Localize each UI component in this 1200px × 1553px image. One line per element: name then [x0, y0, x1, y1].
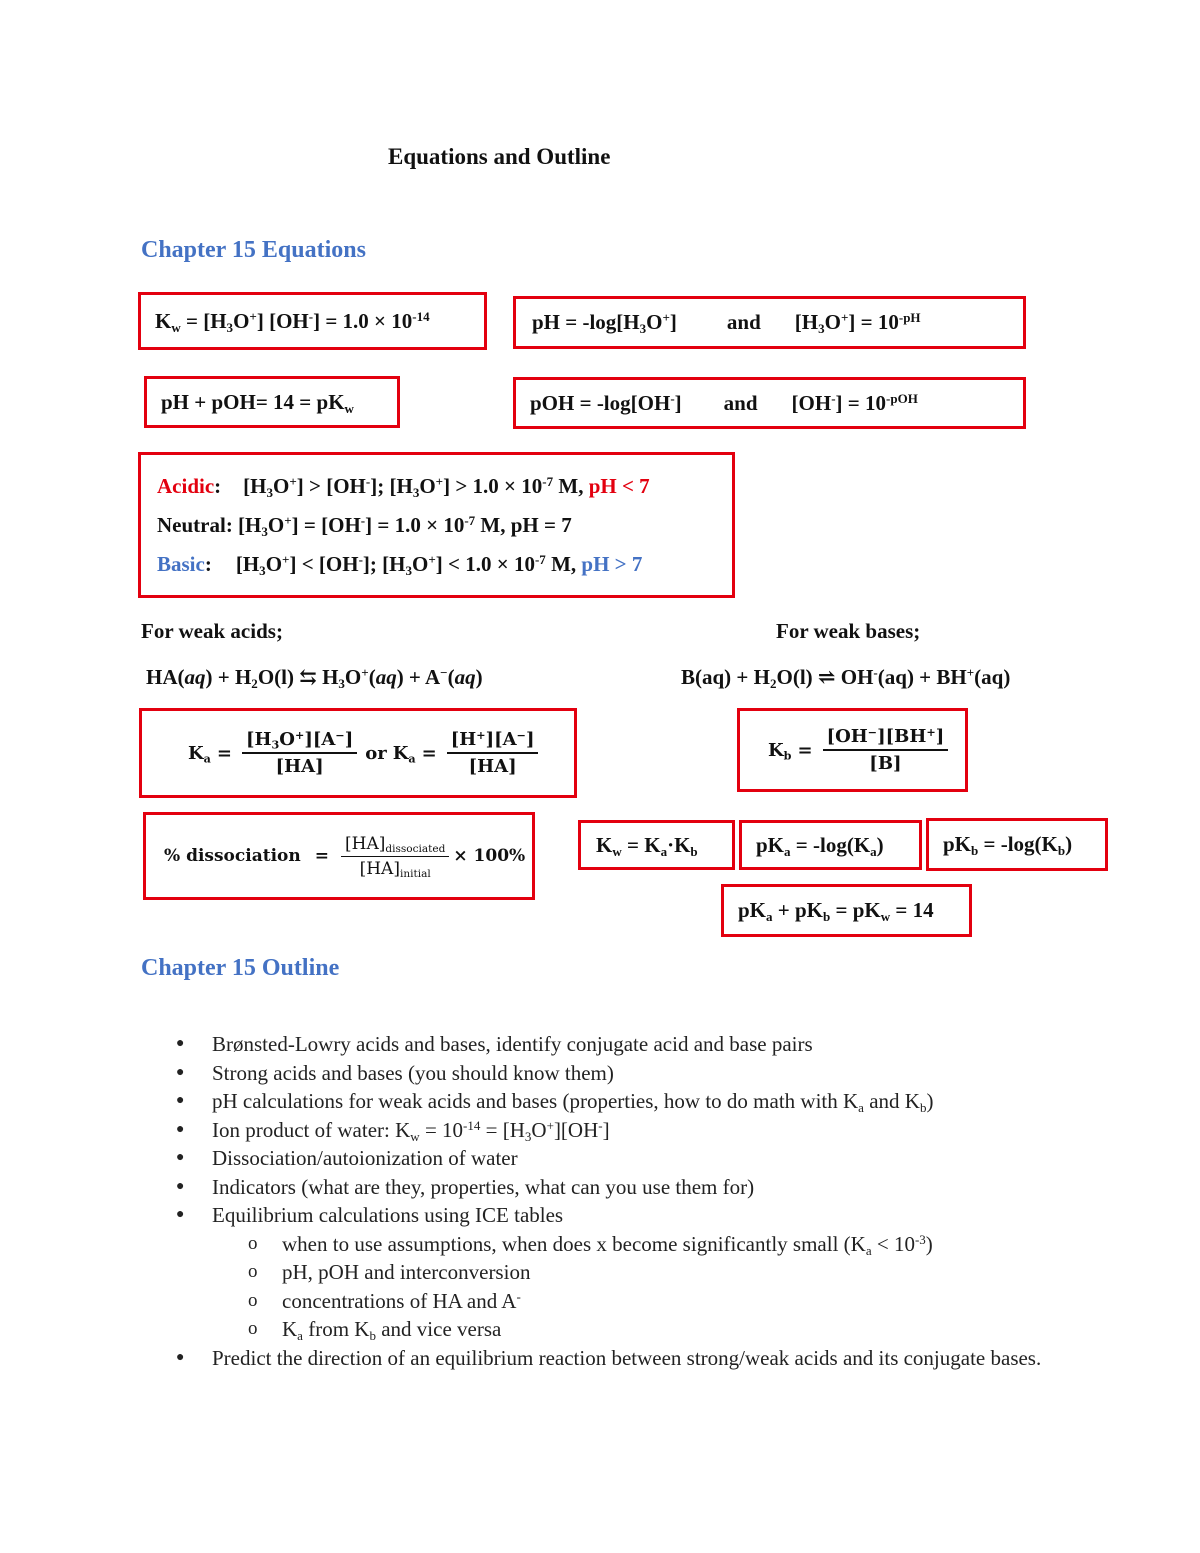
ph-power-equation: $[H_3O^+] = 10^{-pH}$	[794, 309, 921, 336]
kb-equals: =	[797, 739, 813, 761]
ka-symbol: $K_a$	[188, 742, 211, 765]
kw-ka-kb-equation: $K_w = K_a\cdot K_b$	[596, 832, 698, 859]
poh-equation-box	[513, 377, 1026, 429]
kb-fraction: $\frac{[OH^-][BH^+]}{[B]}$	[823, 726, 949, 774]
weak-acids-label: For weak acids;	[141, 619, 283, 643]
pkb-equation: $pK_b = -\log(K_b)$	[943, 832, 1073, 858]
outline-item: ● Strong acids and bases (you should know them)	[170, 1059, 1060, 1088]
poh-power-equation: $[OH^-] = 10^{-pOH}$	[791, 390, 918, 415]
pka-box	[739, 820, 922, 870]
ka-or-label: or	[365, 742, 387, 764]
ph-and-label: and	[726, 310, 761, 334]
equations-heading: Chapter 15 Equations	[141, 237, 366, 263]
kb-expression-box	[737, 708, 968, 792]
weak-base-reaction: $B(aq) + H_2O(l)$ ⇌ OH-(aq) + BH+(aq)	[681, 664, 1011, 691]
pka-pkb-sum-box	[721, 884, 972, 937]
weak-acid-reaction: $HA(aq) + H_2O(l)$ ⇆ $H_3O^+(aq) + A^-(aq)$	[146, 664, 483, 691]
neutral-line: Neutral: $[H_3O^+] = [OH^-] = 1.0 \times 10^{-7}$ M, pH = 7	[157, 512, 572, 539]
kw-ka-kb-box	[578, 820, 735, 870]
acidity-box	[138, 452, 735, 598]
ka-fraction-2: $\frac{[H^+][A^-]}{[HA]}$	[447, 729, 539, 777]
dissociation-equals: =	[314, 846, 329, 866]
ka-equals: =	[216, 742, 232, 764]
dissociation-label: % dissociation	[164, 846, 301, 866]
outline-item: ● Indicators (what are they, properties, what can you use them for)	[170, 1173, 1060, 1202]
outline-list	[170, 1030, 1060, 1372]
outline-item: ● Dissociation/autoionization of water	[170, 1144, 1060, 1173]
ph-poh-sum-equation: pH + $pOH= 14 = pK_w$	[161, 389, 354, 416]
page-title: Equations and Outline	[388, 144, 611, 169]
dissociation-fraction: $\frac{[HA]_{dissociated}}{[HA]_{initial}}$	[341, 834, 449, 879]
outline-item: ● Equilibrium calculations using ICE tables	[170, 1201, 1060, 1230]
kw-equation-box	[138, 292, 487, 350]
ka-expression-box	[139, 708, 577, 798]
outline-heading: Chapter 15 Outline	[141, 955, 340, 981]
ph-equation-box	[513, 296, 1026, 349]
outline-subitem: o when to use assumptions, when does x become significantly small $(K_a < 10^{-3})$	[170, 1230, 1060, 1259]
pka-pkb-sum-equation: $pK_a + pK_b = pK_w = 14$	[738, 898, 934, 924]
outline-subitem: o pH, pOH and interconversion	[170, 1258, 1060, 1287]
outline-item: ● Brønsted-Lowry acids and bases, identify conjugate acid and base pairs	[170, 1030, 1060, 1059]
dissociation-tail: × 100%	[453, 846, 526, 866]
ph-poh-sum-box	[144, 376, 400, 428]
acidic-line: Acidic: $[H_3O^+] > [OH^-]$; $[H_3O^+] > 1.0 \times 10^{-7}$ M, pH < 7	[157, 473, 650, 500]
ph-log-equation: pH = $-\log[H_3O^+]$	[532, 309, 677, 336]
ka-equals-2: =	[421, 742, 437, 764]
pkb-box	[926, 818, 1108, 871]
ka-symbol-2: $K_a$	[392, 742, 416, 765]
kb-symbol: $K_b$	[768, 739, 792, 762]
poh-log-equation: pOH = -log[OH-]	[530, 390, 682, 415]
kw-equation: $K_w = [H_3O^+] [OH^-] = 1.0 \times 10^{-14}$	[155, 308, 430, 335]
percent-dissociation-box	[143, 812, 535, 900]
outline-item: ● Ion product of water: $K_w = 10^{-14} = [H_3O^+][OH^-]$	[170, 1116, 1060, 1145]
ka-fraction-1: $\frac{[H_3O^+][A^-]}{[HA]}$	[242, 729, 357, 777]
outline-item: ● Predict the direction of an equilibrium reaction between strong/weak acids and its conjugate bases.	[170, 1344, 1060, 1373]
outline-subitem: o $K_a$ from $K_b$ and vice versa	[170, 1315, 1060, 1344]
outline-subitem: o concentrations of HA and A-	[170, 1287, 1060, 1316]
basic-line: Basic: $[H_3O^+] < [OH^-]$; $[H_3O^+] < 1.0 \times 10^{-7}$ M, pH > 7	[157, 551, 643, 578]
weak-bases-label: For weak bases;	[776, 619, 921, 643]
pka-equation: $pK_a = -\log(K_a)$	[756, 832, 884, 859]
outline-item: ● pH calculations for weak acids and bases (properties, how to do math with $K_a$ and $K_b$)	[170, 1087, 1060, 1116]
poh-and-label: and	[723, 390, 758, 415]
